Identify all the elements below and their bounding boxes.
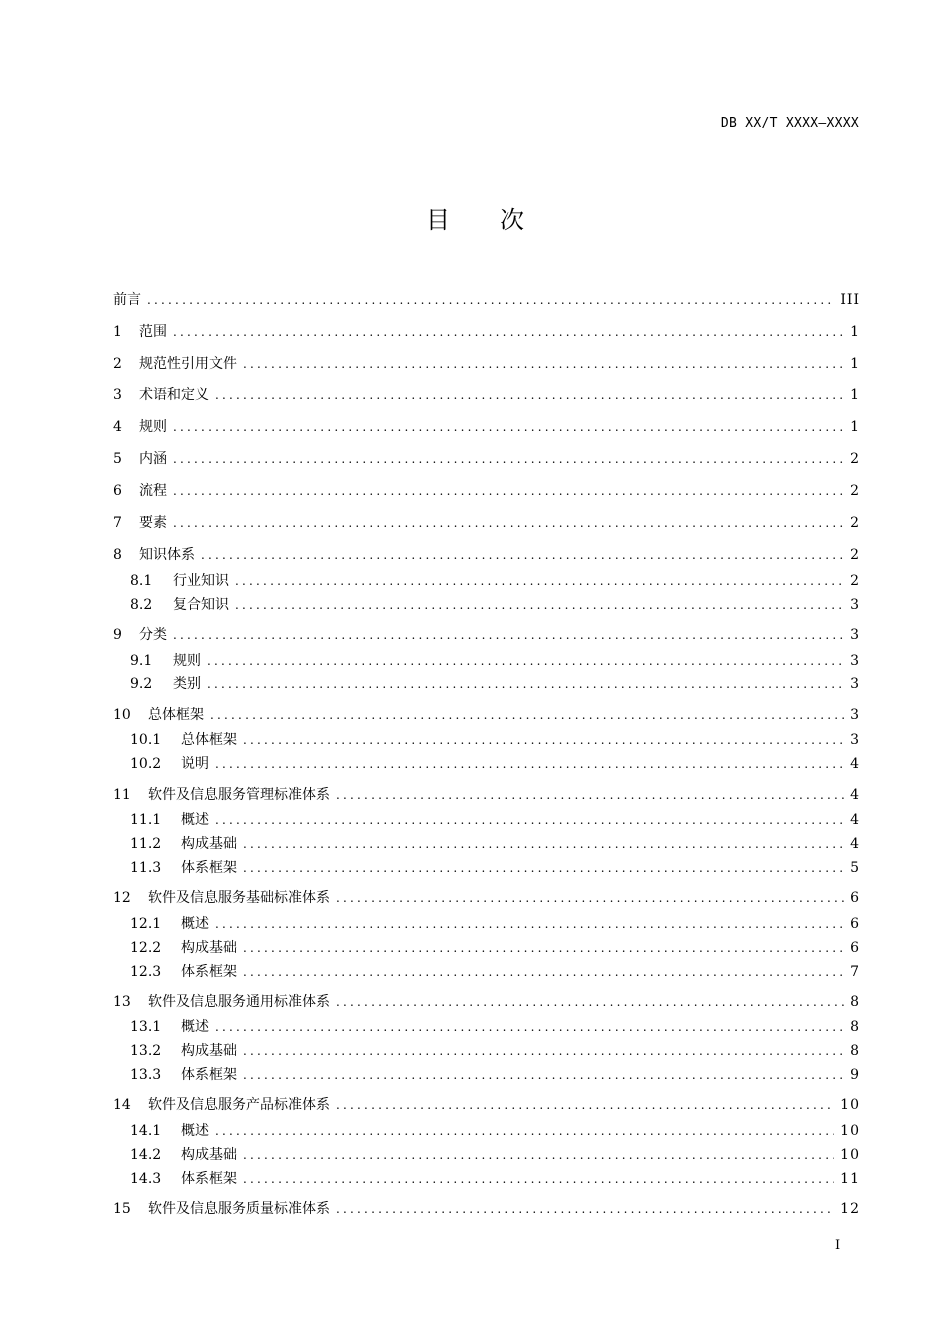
toc-page-number: 7 <box>850 964 860 980</box>
toc-page-number: 4 <box>850 836 860 852</box>
toc-leader-dots <box>173 480 844 502</box>
toc-entry-number: 9 <box>113 627 122 643</box>
toc-leader-dots <box>243 961 844 983</box>
toc-entry-number: 5 <box>113 451 122 467</box>
toc-page-number: 4 <box>850 787 860 803</box>
toc-page-number: 8 <box>850 1043 860 1059</box>
toc-entry-number: 2 <box>113 356 122 372</box>
toc-entry-number: 15 <box>113 1201 131 1217</box>
toc-subentry[interactable] <box>130 673 860 695</box>
toc-entry-label: 软件及信息服务基础标准体系 <box>148 890 330 906</box>
toc-entry-label: 前言 <box>113 292 141 308</box>
toc-leader-dots <box>243 857 844 879</box>
toc-entry-label: 构成基础 <box>181 940 237 956</box>
toc-leader-dots <box>243 729 844 751</box>
toc-entry-number: 11.3 <box>130 860 162 876</box>
toc-leader-dots <box>243 353 844 375</box>
toc-entry-number: 12 <box>113 890 131 906</box>
toc-page-number: 5 <box>850 860 860 876</box>
toc-page-number: 6 <box>850 940 860 956</box>
toc-entry[interactable] <box>113 480 860 502</box>
toc-page-number: 3 <box>850 653 860 669</box>
toc-entry-label: 构成基础 <box>181 1147 237 1163</box>
toc-page-number: 1 <box>850 324 860 340</box>
toc-entry-label: 概述 <box>181 916 209 932</box>
toc-subentry[interactable] <box>130 570 860 592</box>
toc-entry-number: 8 <box>113 547 122 563</box>
toc-subentry[interactable] <box>130 650 860 672</box>
toc-entry-label: 规范性引用文件 <box>139 356 237 372</box>
toc-entry-number: 10.1 <box>130 732 162 748</box>
toc-leader-dots <box>243 937 844 959</box>
toc-page-number: 1 <box>850 387 860 403</box>
page-number: I <box>835 1238 841 1253</box>
toc-leader-dots <box>173 321 844 343</box>
toc-entry-number: 3 <box>113 387 122 403</box>
toc-subentry[interactable] <box>130 729 860 751</box>
toc-page-number: 4 <box>850 812 860 828</box>
toc-entry-label: 总体框架 <box>181 732 237 748</box>
toc-leader-dots <box>215 384 844 406</box>
toc-page-number: 3 <box>850 627 860 643</box>
toc-page-number: 6 <box>850 890 860 906</box>
toc-entry-number: 8.2 <box>130 597 153 613</box>
toc-subentry[interactable] <box>130 1016 860 1038</box>
toc-entry[interactable] <box>113 1198 860 1220</box>
toc-entry-label: 流程 <box>139 483 167 499</box>
toc-entry[interactable] <box>113 289 860 311</box>
toc-page-number: 3 <box>850 732 860 748</box>
toc-entry-label: 概述 <box>181 812 209 828</box>
toc-entry-number: 13.3 <box>130 1067 162 1083</box>
page-title <box>0 200 950 235</box>
toc-entry-number: 9.1 <box>130 653 153 669</box>
toc-page-number: 11 <box>840 1171 860 1187</box>
toc-entry-label: 体系框架 <box>181 860 237 876</box>
toc-page-number: 4 <box>850 756 860 772</box>
toc-entry-number: 1 <box>113 324 122 340</box>
toc-page-number: 10 <box>840 1147 860 1163</box>
toc-subentry[interactable] <box>130 913 860 935</box>
toc-entry-label: 内涵 <box>139 451 167 467</box>
toc-subentry[interactable] <box>130 1040 860 1062</box>
toc-page-number: 8 <box>850 994 860 1010</box>
toc-leader-dots <box>336 1094 834 1116</box>
toc-leader-dots <box>173 624 844 646</box>
toc-subentry[interactable] <box>130 1144 860 1166</box>
toc-entry-label: 行业知识 <box>173 573 229 589</box>
toc-entry[interactable] <box>113 353 860 375</box>
toc-entry-label: 软件及信息服务产品标准体系 <box>148 1097 330 1113</box>
toc-subentry[interactable] <box>130 833 860 855</box>
toc-leader-dots <box>210 704 844 726</box>
toc-leader-dots <box>201 544 844 566</box>
toc-leader-dots <box>215 1120 834 1142</box>
toc-leader-dots <box>336 1198 834 1220</box>
toc-page-number: 1 <box>850 419 860 435</box>
toc-page-number: 10 <box>840 1097 860 1113</box>
toc-entry-label: 构成基础 <box>181 1043 237 1059</box>
toc-entry[interactable] <box>113 448 860 470</box>
toc-entry[interactable] <box>113 512 860 534</box>
toc-subentry[interactable] <box>130 1120 860 1142</box>
toc-entry-number: 13 <box>113 994 131 1010</box>
toc-leader-dots <box>243 1064 844 1086</box>
toc-entry-number: 12.1 <box>130 916 162 932</box>
toc-subentry[interactable] <box>130 1064 860 1086</box>
toc-entry-number: 6 <box>113 483 122 499</box>
toc-entry-label: 规则 <box>173 653 201 669</box>
toc-leader-dots <box>336 887 844 909</box>
toc-entry[interactable] <box>113 321 860 343</box>
toc-leader-dots <box>173 416 844 438</box>
toc-entry-number: 9.2 <box>130 676 153 692</box>
toc-entry-label: 体系框架 <box>181 964 237 980</box>
toc-page-number: 2 <box>850 547 860 563</box>
toc-entry[interactable] <box>113 416 860 438</box>
toc-leader-dots <box>207 673 844 695</box>
toc-entry-number: 11.1 <box>130 812 162 828</box>
toc-leader-dots <box>215 809 844 831</box>
toc-subentry[interactable] <box>130 1168 860 1190</box>
toc-entry-label: 构成基础 <box>181 836 237 852</box>
toc-page-number: 2 <box>850 451 860 467</box>
toc-entry-number: 14.2 <box>130 1147 162 1163</box>
toc-entry-label: 说明 <box>181 756 209 772</box>
toc-entry-label: 软件及信息服务通用标准体系 <box>148 994 330 1010</box>
toc-leader-dots <box>243 1040 844 1062</box>
toc-entry-number: 12.2 <box>130 940 162 956</box>
toc-entry-number: 14.1 <box>130 1123 162 1139</box>
toc-entry-number: 11 <box>113 787 131 803</box>
toc-entry[interactable] <box>113 991 860 1013</box>
toc-entry-label: 总体框架 <box>148 707 204 723</box>
toc-entry-label: 体系框架 <box>181 1067 237 1083</box>
toc-page-number: 1 <box>850 356 860 372</box>
toc-entry-number: 4 <box>113 419 122 435</box>
toc-subentry[interactable] <box>130 594 860 616</box>
toc-entry[interactable] <box>113 384 860 406</box>
toc-page-number: 3 <box>850 597 860 613</box>
toc-page-number: 2 <box>850 515 860 531</box>
toc-leader-dots <box>215 1016 844 1038</box>
toc-leader-dots <box>173 448 844 470</box>
toc-entry[interactable] <box>113 624 860 646</box>
toc-entry-label: 复合知识 <box>173 597 229 613</box>
toc-entry-number: 13.2 <box>130 1043 162 1059</box>
toc-subentry[interactable] <box>130 809 860 831</box>
toc-leader-dots <box>235 570 844 592</box>
toc-entry-number: 14 <box>113 1097 131 1113</box>
toc-leader-dots <box>235 594 844 616</box>
toc-entry-label: 概述 <box>181 1019 209 1035</box>
toc-entry-number: 7 <box>113 515 122 531</box>
document-code: DB XX/T XXXX—XXXX <box>720 116 859 131</box>
toc-entry-number: 11.2 <box>130 836 162 852</box>
toc-subentry[interactable] <box>130 753 860 775</box>
toc-page-number: 3 <box>850 676 860 692</box>
toc-entry-number: 14.3 <box>130 1171 162 1187</box>
toc-entry-label: 分类 <box>139 627 167 643</box>
toc-entry-label: 软件及信息服务管理标准体系 <box>148 787 330 803</box>
toc-page-number: 10 <box>840 1123 860 1139</box>
toc-entry[interactable] <box>113 887 860 909</box>
toc-entry-label: 术语和定义 <box>139 387 209 403</box>
toc-entry-label: 体系框架 <box>181 1171 237 1187</box>
toc-entry-number: 10.2 <box>130 756 162 772</box>
toc-leader-dots <box>243 1144 834 1166</box>
toc-page-number: 6 <box>850 916 860 932</box>
toc-page-number: 3 <box>850 707 860 723</box>
toc-page-number: 2 <box>850 483 860 499</box>
toc-entry[interactable] <box>113 704 860 726</box>
toc-entry-number: 13.1 <box>130 1019 162 1035</box>
toc-leader-dots <box>215 913 844 935</box>
toc-entry-label: 要素 <box>139 515 167 531</box>
toc-leader-dots <box>243 1168 834 1190</box>
toc-leader-dots <box>336 784 844 806</box>
toc-entry-label: 范围 <box>139 324 167 340</box>
toc-leader-dots <box>207 650 844 672</box>
toc-entry-label: 概述 <box>181 1123 209 1139</box>
toc-subentry[interactable] <box>130 857 860 879</box>
toc-entry[interactable] <box>113 784 860 806</box>
toc-page-number: 12 <box>840 1201 860 1217</box>
title-char-1: 目 <box>426 206 450 234</box>
toc-entry-label: 软件及信息服务质量标准体系 <box>148 1201 330 1217</box>
toc-page-number: III <box>840 292 860 308</box>
toc-leader-dots <box>147 289 834 311</box>
toc-entry-label: 规则 <box>139 419 167 435</box>
toc-entry-number: 10 <box>113 707 131 723</box>
toc-page-number: 9 <box>850 1067 860 1083</box>
toc-entry[interactable] <box>113 544 860 566</box>
toc-leader-dots <box>215 753 844 775</box>
toc-entry-label: 类别 <box>173 676 201 692</box>
toc-leader-dots <box>243 833 844 855</box>
toc-entry-label: 知识体系 <box>139 547 195 563</box>
toc-page-number: 2 <box>850 573 860 589</box>
title-char-2: 次 <box>500 206 524 234</box>
toc-entry-number: 8.1 <box>130 573 153 589</box>
toc-subentry[interactable] <box>130 937 860 959</box>
toc-entry[interactable] <box>113 1094 860 1116</box>
toc-leader-dots <box>173 512 844 534</box>
toc-entry-number: 12.3 <box>130 964 162 980</box>
toc-subentry[interactable] <box>130 961 860 983</box>
toc-page-number: 8 <box>850 1019 860 1035</box>
toc-leader-dots <box>336 991 844 1013</box>
